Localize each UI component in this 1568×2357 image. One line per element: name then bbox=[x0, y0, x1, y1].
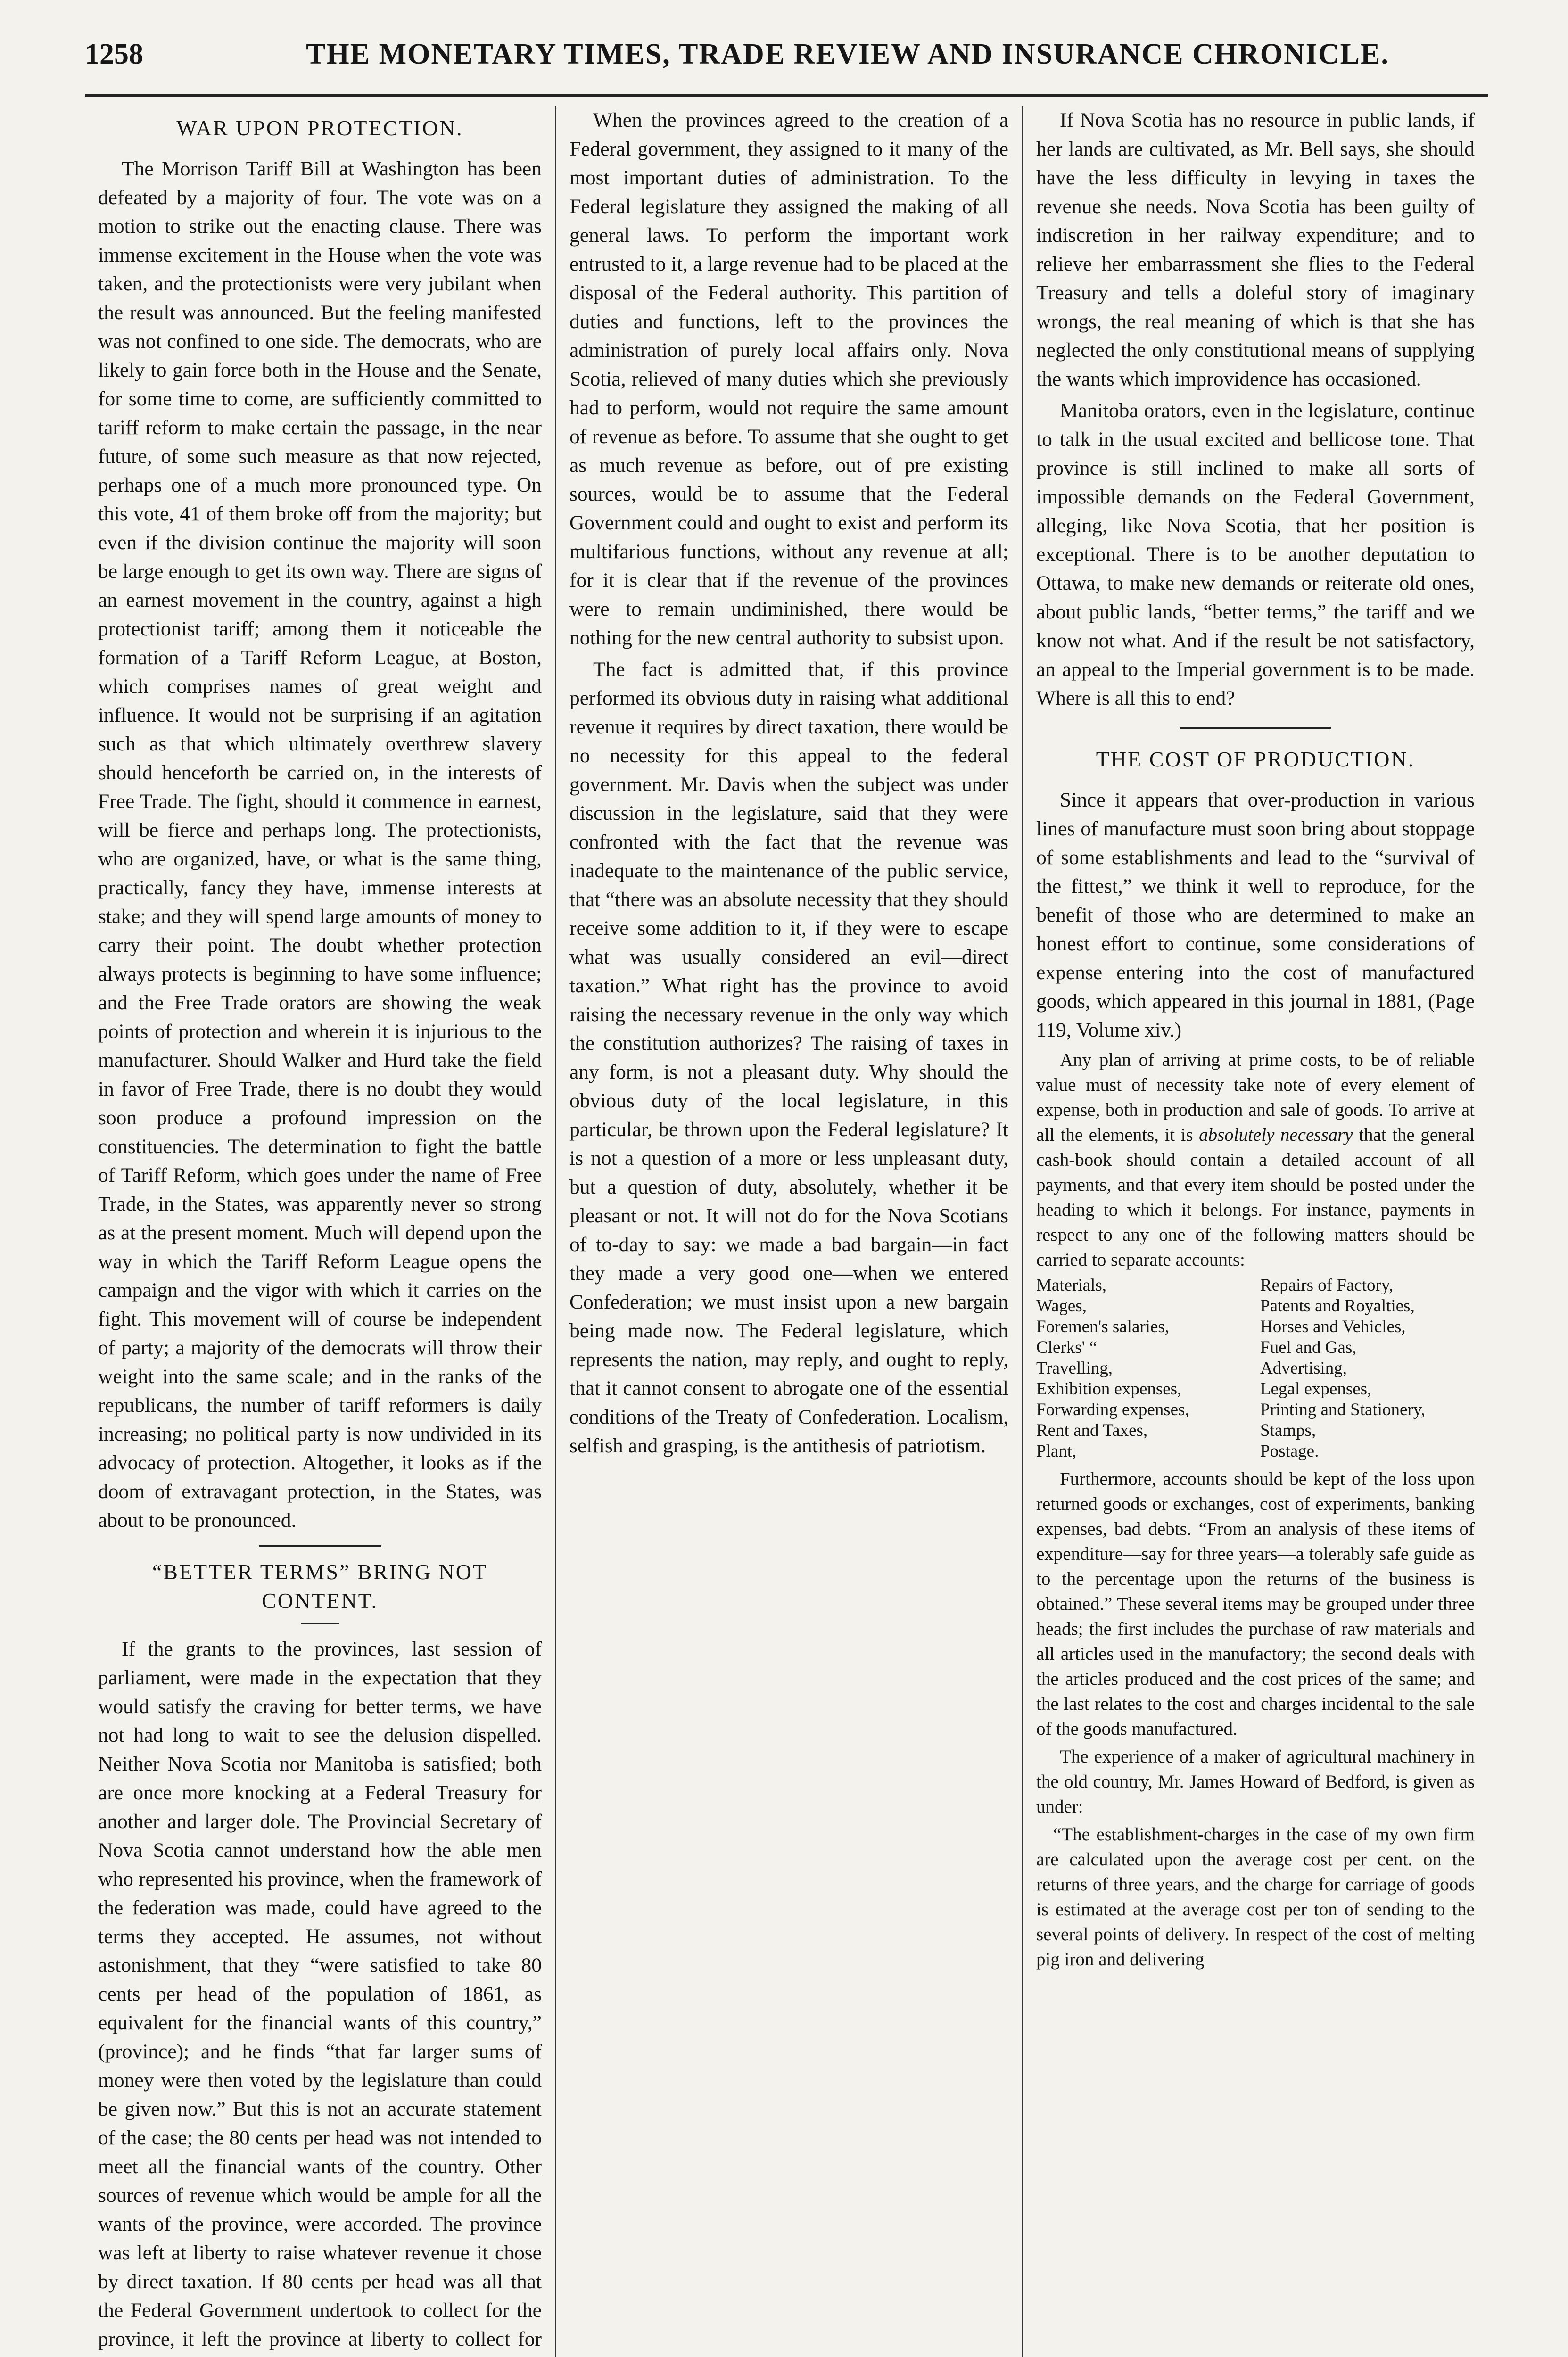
article-paragraph: When the provinces agreed to the creation of a Federal government, they assigned to it many of the most important duties of administration. To the Federal legislature they assigned the making of all general laws. To perform the important work entrusted to it, a large revenue had to be placed at the disposal of the Federal authority. This partition of duties and functions, left to the provinces the administration of purely local affairs only. Nova Scotia, relieved of many duties which she previously had to perform, would not require the same amount of revenue as before. To assume that she ought to get as much revenue as before, out of pre existing sources, would be to assume that the Federal Government could and ought to exist and perform its multifarious functions, without any revenue at all; for it is clear that if the revenue of the provinces were to remain undiminished, there would be nothing for the new central authority to subsist upon. bbox=[569, 109, 1008, 649]
article-paragraph: The experience of a maker of agricultural machinery in the old country, Mr. James Howard of Bedford, is given as under: bbox=[1036, 1747, 1475, 1817]
article-paragraph bbox=[1036, 1047, 1475, 1272]
article-title-cost-of-production: THE COST OF PRODUCTION. bbox=[1096, 747, 1415, 771]
text-run: that the general cash-book should contain a detailed account of all payments, and that every item should be posted under the heading to which it belongs. For instance, payments in respect to any one of the following matters should be carried to separate accounts: bbox=[1036, 1125, 1475, 1270]
account-item: Plant, bbox=[1036, 1442, 1077, 1461]
running-head: THE MONETARY TIMES, TRADE REVIEW AND INSURANCE CHRONICLE. bbox=[306, 38, 1389, 70]
account-item: Clerks' “ bbox=[1036, 1338, 1097, 1357]
article-title-war-upon-protection: WAR UPON PROTECTION. bbox=[176, 116, 463, 140]
account-item: Exhibition expenses, bbox=[1036, 1379, 1182, 1399]
account-item: Rent and Taxes, bbox=[1036, 1421, 1148, 1440]
column-1 bbox=[85, 106, 556, 2357]
quoted-paragraph: “The establishment-charges in the case of my own firm are calculated upon the average cost per cent. on the returns of three years, and the charge for carriage of goods is estimated at the average cost per ton of sending to the several points of delivery. In respect of the cost of melting pig iron and delivering bbox=[1036, 1824, 1475, 1970]
account-item: Materials, bbox=[1036, 1276, 1106, 1295]
emphasis: absolutely necessary bbox=[1199, 1125, 1353, 1145]
article-paragraph: Since it appears that over-production in various lines of manufacture must soon bring about stoppage of some establishments and lead to the “survival of the fittest,” we think it well to reproduce, for the benefit of those who are determined to make an honest effort to continue, some considerations of expense entering into the cost of manufactured goods, which appeared in this journal in 1881, (Page 119, Volume xiv.) bbox=[1036, 789, 1475, 1041]
account-item: Patents and Royalties, bbox=[1260, 1296, 1415, 1316]
column-3 bbox=[1023, 106, 1488, 2357]
account-item: Forwarding expenses, bbox=[1036, 1400, 1189, 1419]
account-item: Postage. bbox=[1260, 1442, 1319, 1461]
article-paragraph: Furthermore, accounts should be kept of the loss upon returned goods or exchanges, cost of experiments, banking expenses, bad debts. “From an analysis of these items of expenditure—say for three years—a tolerably safe guide as to the percentage upon the returns of the business is obtained.” These several items may be grouped under three heads; the first includes the purchase of raw materials and all articles used in the manufactory; the second deals with the articles produced and the cost prices of the same; and the last relates to the cost and charges incidental to the sale of the goods manufactured. bbox=[1036, 1469, 1475, 1739]
divider bbox=[259, 1545, 381, 1547]
account-item: Stamps, bbox=[1260, 1421, 1316, 1440]
article-paragraph: If Nova Scotia has no resource in public lands, if her lands are cultivated, as Mr. Bell says, she should have the less difficulty in levying in taxes the revenue she needs. Nova Scotia has been guilty of indiscretion in her railway expenditure; and to relieve her embarrassment she flies to the Federal Treasury and tells a doleful story of imaginary wrongs, the real meaning of which is that she has neglected the only constitutional means of supplying the wants which improvidence has occasioned. bbox=[1036, 109, 1475, 390]
accounts-list bbox=[1036, 1275, 1475, 1462]
account-item: Fuel and Gas, bbox=[1260, 1338, 1357, 1357]
account-item: Foremen's salaries, bbox=[1036, 1317, 1170, 1336]
page-number: 1258 bbox=[85, 38, 143, 70]
article-paragraph: The Morrison Tariff Bill at Washington has been defeated by a majority of four. The vote was on a motion to strike out the enacting clause. There was immense excitement in the House when the vote was taken, and the protectionists were very jubilant when the result was announced. But the feeling manifested was not confined to one side. The democrats, who are likely to gain force both in the House and the Senate, for some time to come, are sufficiently committed to tariff reform to make certain the passage, in the near future, of some such measure as that now rejected, perhaps one of a much more pronounced type. On this vote, 41 of them broke off from the majority; but even if the division continue the majority will soon be large enough to get its own way. There are signs of an earnest movement in the country, against a high protectionist tariff; among them it noticeable the formation of a Tariff Reform League, at Boston, which comprises names of great weight and influence. It would not be surprising if an agitation such as that which ultimately overthrew slavery should henceforth be carried on, in the interests of Free Trade. The fight, should it commence in earnest, will be fierce and perhaps long. The protectionists, who are organized, have, or what is the same thing, practically, fancy they have, immense interests at stake; and they will spend large amounts of money to carry their point. The doubt whether protection always protects is beginning to have some influence; and the Free Trade orators are showing the weak points of protection and wherein it is injurious to the manufacturer. Should Walker and Hurd take the field in favor of Free Trade, there is no doubt they would soon produce a profound impression on the constituencies. The determination to fight the battle of Tariff Reform, which goes under the name of Free Trade, in the States, was apparently never so strong as at the present moment. Much will depend upon the way in which the Tariff Reform League opens the campaign and the vigor with which it carries on the fight. This movement will of course be independent of party; a majority of the democrats will throw their weight into the same scale; and in the ranks of the republicans, the number of tariff reformers is daily increasing; no political party is now undivided in its advocacy of protection. Altogether, it looks as if the doom of extravagant protection, in the States, was about to be pronounced. bbox=[98, 157, 542, 1532]
account-item: Printing and Stationery, bbox=[1260, 1400, 1426, 1419]
divider bbox=[1180, 727, 1331, 729]
column-2 bbox=[556, 106, 1023, 2357]
article-paragraph: Manitoba orators, even in the legislature, continue to talk in the usual excited and bellicose tone. That province is still inclined to make all sorts of impossible demands on the Federal Government, alleging, like Nova Scotia, that her position is exceptional. There is to be another deputation to Ottawa, to make new demands or reiterate old ones, about public lands, “better terms,” the tariff and we know not what. And if the result be not satisfactory, an appeal to the Imperial government is to be made. Where is all this to end? bbox=[1036, 399, 1475, 709]
account-item: Advertising, bbox=[1260, 1359, 1347, 1378]
account-item: Repairs of Factory, bbox=[1260, 1276, 1394, 1295]
columns bbox=[85, 106, 1488, 2357]
text-run: Any plan of arriving at prime costs, to be of reliable value must of necessity take note of every element of expense, both in production and sale of goods. To arrive at all the elements, it is bbox=[1036, 1050, 1475, 1145]
divider bbox=[301, 1623, 339, 1624]
article-paragraph: If the grants to the provinces, last session of parliament, were made in the expectation that they would satisfy the craving for better terms, we have not had long to wait to see the delusion dispelled. Neither Nova Scotia nor Manitoba is satisfied; both are once more knocking at a Federal Treasury for another and larger dole. The Provincial Secretary of Nova Scotia cannot understand how the able men who represented his province, when the framework of the federation was made, could have agreed to the terms they accepted. He assumes, not without astonishment, that they “were satisfied to take 80 cents per head of the population of 1861, as equivalent for the financial wants of this country,” (province); and he finds “that far larger sums of money were then voted by the legislature than could be given now.” But this is not an accurate statement of the case; the 80 cents per head was not intended to meet all the financial wants of the country. Other sources of revenue which would be ample for all the wants of the province, were accorded. The province was left at liberty to raise whatever revenue it chose by direct taxation. If 80 cents per head was all that the Federal Government undertook to collect for the province, it left the province at liberty to collect for bbox=[98, 1638, 542, 2350]
account-item: Travelling, bbox=[1036, 1359, 1113, 1378]
account-item: Wages, bbox=[1036, 1296, 1087, 1316]
article-title-better-terms: “BETTER TERMS” BRING NOT CONTENT. bbox=[152, 1560, 488, 1613]
account-item: Horses and Vehicles, bbox=[1260, 1317, 1406, 1336]
account-item: Legal expenses, bbox=[1260, 1379, 1372, 1399]
masthead bbox=[85, 38, 1488, 97]
article-paragraph: The fact is admitted that, if this province performed its obvious duty in raising what additional revenue it requires by direct taxation, there would be no necessity for this appeal to the federal government. Mr. Davis when the subject was under discussion in the legislature, said that they were confronted with the fact that the revenue was inadequate to the maintenance of the public service, that “there was an absolute necessity that they should receive some addition to it, if they were to escape what was usually considered an evil—direct taxation.” What right has the province to avoid raising the necessary revenue in the only way which the constitution authorizes? The raising of taxes in any form, is not a pleasant duty. Why should the obvious duty of the local legislature, in this particular, be thrown upon the Federal legislature? It is not a question of a more or less unpleasant duty, but a question of duty, absolutely, whether it be pleasant or not. It will not do for the Nova Scotians of to-day to say: we made a bad bargain—in fact they made a very good one—when we entered Confederation; we must insist upon a new bargain being made now. The Federal legislature, which represents the nation, may reply, and ought to reply, that it cannot consent to abrogate one of the essential conditions of the Treaty of Confederation. Localism, selfish and grasping, is the antithesis of patriotism. bbox=[569, 658, 1008, 1457]
